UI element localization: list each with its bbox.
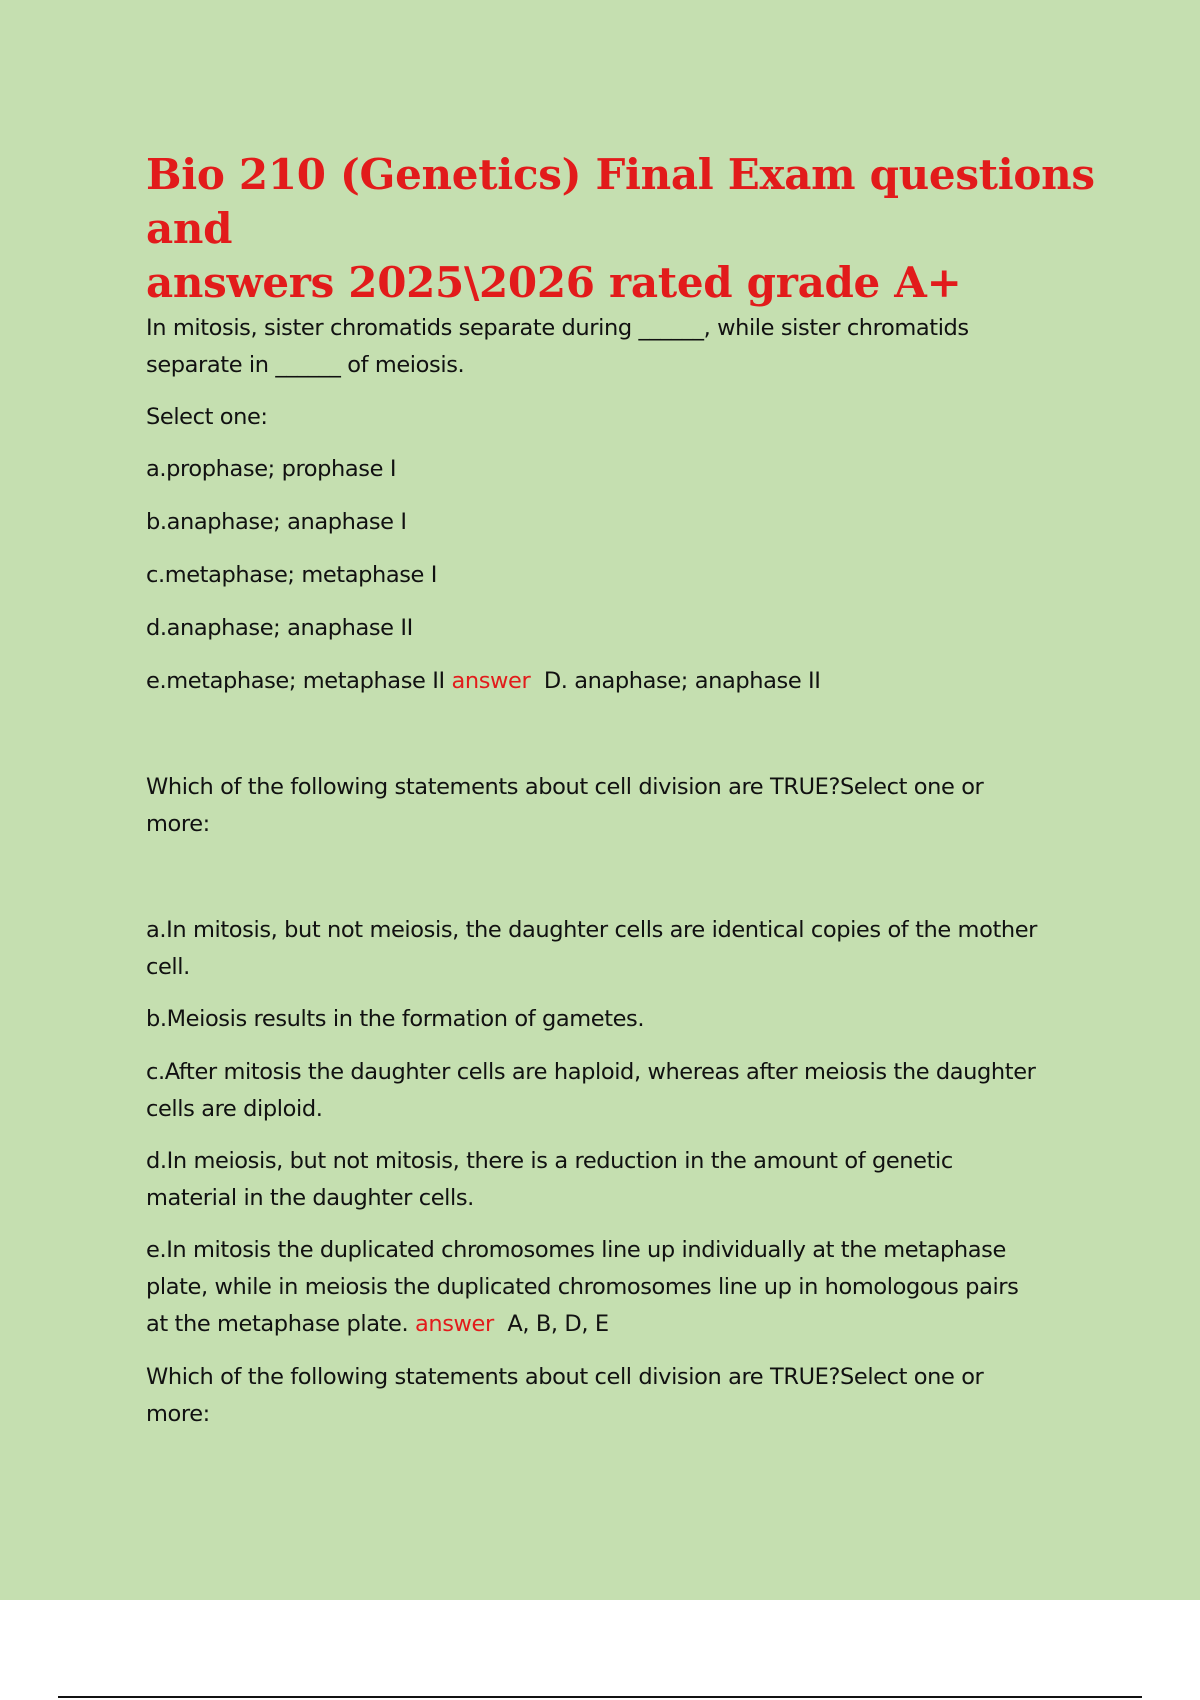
q1-select-instruction: Select one: xyxy=(146,404,268,430)
q1-option-b: b.anaphase; anaphase I xyxy=(146,509,407,535)
q1-option-e xyxy=(146,663,1096,700)
q3-stem-line-1: Which of the following statements about cell division are TRUE?Select one or xyxy=(146,1364,984,1390)
q2-option-c-line-2: cells are diploid. xyxy=(146,1096,323,1122)
document-title xyxy=(146,148,1096,310)
q2-option-e xyxy=(146,1232,1096,1343)
footer-divider xyxy=(58,1696,1142,1698)
q2-option-a-line-2: cell. xyxy=(146,954,190,980)
document-content xyxy=(146,148,1096,1433)
q1-option-d: d.anaphase; anaphase II xyxy=(146,615,413,641)
q2-option-e-line-1: e.In mitosis the duplicated chromosomes line up individually at the metaphase xyxy=(146,1237,1006,1263)
q1-option-e-text: e.metaphase; metaphase II xyxy=(146,668,445,694)
q2-stem-line-2: more: xyxy=(146,811,210,837)
q1-option-c: c.metaphase; metaphase I xyxy=(146,562,437,588)
q2-option-c xyxy=(146,1054,1096,1128)
q2-option-e-line-2: plate, while in meiosis the duplicated chromosomes line up in homologous pairs xyxy=(146,1274,1019,1300)
title-line-2: answers 2025\2026 rated grade A+ xyxy=(146,258,962,307)
q1-answer-label: answer xyxy=(451,668,531,694)
q1-option-a: a.prophase; prophase I xyxy=(146,456,397,482)
q1-stem-line-1: In mitosis, sister chromatids separate during ______, while sister chromatids xyxy=(146,315,969,341)
q2-stem-line-1: Which of the following statements about cell division are TRUE?Select one or xyxy=(146,774,984,800)
q2-option-b: b.Meiosis results in the formation of gametes. xyxy=(146,1006,645,1032)
q2-option-d-line-2: material in the daughter cells. xyxy=(146,1185,474,1211)
q2-option-d xyxy=(146,1143,1096,1217)
q1-stem-line-2: separate in ______ of meiosis. xyxy=(146,352,465,378)
q2-answer-label: answer xyxy=(414,1311,494,1337)
q2-option-a-line-1: a.In mitosis, but not meiosis, the daughter cells are identical copies of the mother xyxy=(146,917,1038,943)
q1-answer-value: D. anaphase; anaphase II xyxy=(543,668,821,694)
q2-option-c-line-1: c.After mitosis the daughter cells are haploid, whereas after meiosis the daughter xyxy=(146,1059,1036,1085)
q2-answer-value: A, B, D, E xyxy=(507,1311,609,1337)
q2-option-e-line-3: at the metaphase plate. xyxy=(146,1311,409,1337)
q3-stem xyxy=(146,1359,1096,1433)
q2-stem xyxy=(146,769,1096,843)
q2-option-a xyxy=(146,912,1096,986)
q2-option-d-line-1: d.In meiosis, but not mitosis, there is a reduction in the amount of genetic xyxy=(146,1148,953,1174)
q1-stem xyxy=(146,310,1096,384)
q3-stem-line-2: more: xyxy=(146,1401,210,1427)
title-line-1: Bio 210 (Genetics) Final Exam questions and xyxy=(146,150,1095,253)
